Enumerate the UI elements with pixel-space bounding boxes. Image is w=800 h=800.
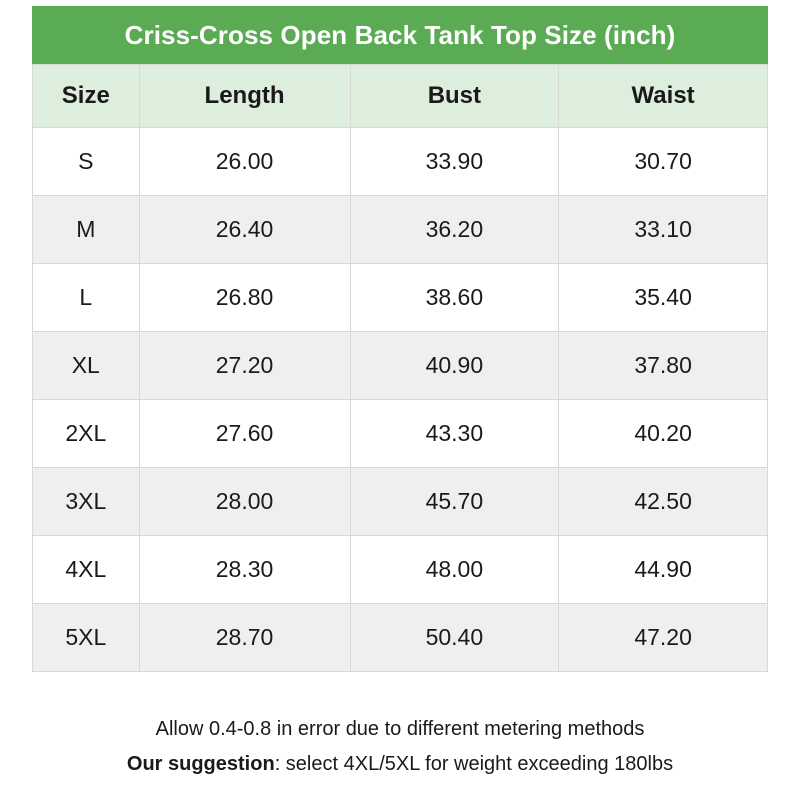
cell-size: 5XL [33, 604, 140, 672]
size-chart-table [32, 64, 768, 672]
cell-waist: 47.20 [559, 604, 768, 672]
cell-length: 28.00 [139, 468, 350, 536]
cell-bust: 45.70 [350, 468, 559, 536]
cell-bust: 43.30 [350, 400, 559, 468]
cell-waist: 40.20 [559, 400, 768, 468]
cell-length: 26.00 [139, 128, 350, 196]
cell-size: XL [33, 332, 140, 400]
cell-size: 3XL [33, 468, 140, 536]
cell-bust: 40.90 [350, 332, 559, 400]
table-row [33, 536, 768, 604]
table-header [33, 65, 768, 128]
cell-length: 28.70 [139, 604, 350, 672]
cell-bust: 48.00 [350, 536, 559, 604]
cell-bust: 36.20 [350, 196, 559, 264]
note-suggestion-label: Our suggestion [126, 753, 275, 775]
cell-waist: 33.10 [559, 196, 768, 264]
footnotes [32, 672, 768, 800]
cell-size: L [33, 264, 140, 332]
cell-bust: 33.90 [350, 128, 559, 196]
cell-size: 2XL [33, 400, 140, 468]
column-header-waist: Waist [559, 65, 768, 128]
note-measurement-error: Allow 0.4-0.8 in error due to different metering methods [155, 718, 645, 740]
cell-length: 28.30 [139, 536, 350, 604]
column-header-size: Size [33, 65, 140, 128]
note-suggestion [127, 751, 673, 778]
table-body [33, 128, 768, 672]
cell-waist: 35.40 [559, 264, 768, 332]
cell-length: 26.40 [139, 196, 350, 264]
cell-length: 27.20 [139, 332, 350, 400]
table-row [33, 468, 768, 536]
cell-length: 26.80 [139, 264, 350, 332]
cell-size: M [33, 196, 140, 264]
note-suggestion-text: : select 4XL/5XL for weight exceeding 180lbs [274, 753, 674, 775]
table-row [33, 264, 768, 332]
table-row [33, 332, 768, 400]
page-title: Criss-Cross Open Back Tank Top Size (inch) [32, 6, 768, 64]
table-row [33, 400, 768, 468]
cell-length: 27.60 [139, 400, 350, 468]
cell-bust: 50.40 [350, 604, 559, 672]
cell-waist: 42.50 [559, 468, 768, 536]
cell-waist: 44.90 [559, 536, 768, 604]
cell-size: S [33, 128, 140, 196]
table-header-row [33, 65, 768, 128]
table-row [33, 604, 768, 672]
cell-waist: 30.70 [559, 128, 768, 196]
cell-bust: 38.60 [350, 264, 559, 332]
column-header-bust: Bust [350, 65, 559, 128]
table-row [33, 128, 768, 196]
cell-waist: 37.80 [559, 332, 768, 400]
cell-size: 4XL [33, 536, 140, 604]
column-header-length: Length [139, 65, 350, 128]
table-row [33, 196, 768, 264]
